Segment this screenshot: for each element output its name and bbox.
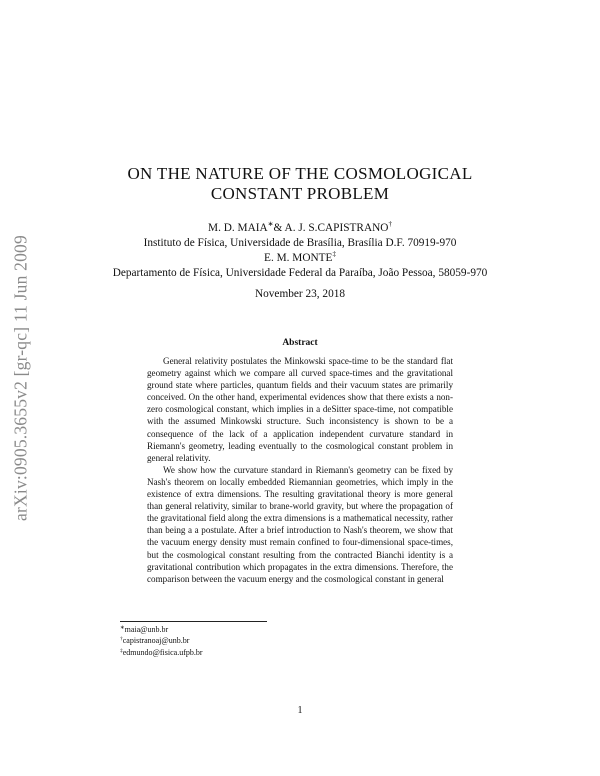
- paper-title: [120, 164, 480, 204]
- footnote-1-mark: ∗: [120, 625, 125, 631]
- footnote-divider: [120, 621, 267, 622]
- footnote-1-email[interactable]: maia@unb.br: [124, 625, 169, 634]
- author-line-2: [0, 251, 600, 266]
- footnote-2-email[interactable]: capistranoaj@unb.br: [122, 636, 190, 646]
- footnote-3: [120, 647, 420, 658]
- footnote-mark-monte: ‡: [332, 250, 336, 258]
- footnote-mark-capistrano: †: [388, 220, 392, 228]
- footnote-3-mark: ‡: [120, 647, 123, 654]
- footnote-2-mark: †: [120, 636, 123, 643]
- arxiv-identifier: arXiv:0905.3655v2 [gr-qc] 11 Jun 2009: [10, 235, 31, 521]
- arxiv-side-stamp: [0, 0, 40, 776]
- abstract-body: [147, 355, 453, 585]
- affiliation-paraiba: Departamento de Física, Universidade Federal da Paraíba, João Pessoa, 58059-970: [112, 267, 488, 279]
- paper-date: November 23, 2018: [254, 288, 346, 300]
- footnote-mark-maia: ∗: [267, 220, 274, 228]
- author-capistrano: & A. J. S.CAPISTRANO: [273, 222, 389, 234]
- abstract-heading: Abstract: [282, 338, 318, 348]
- author-line-1: [0, 221, 600, 236]
- footnote-3-email[interactable]: edmundo@fisica.ufpb.br: [122, 647, 203, 657]
- abstract-paragraph-1: General relativity postulates the Minkowski space-time to be the standard flat geometry against which we compare all curved space-times and the gravitational ground state where particles, quantum fields and their vacuum states are primarily conceived. On the other hand, experimental evidences show that there exists a non-zero cosmological constant, which implies in a deSitter space-time, not compatible with the assumed Minkowski structure. Such inconsistency is shown to be a consequence of the lack of a application independent curvature standard in Riemann's geometry, leading eventually to the cosmological constant problem in general relativity.: [147, 356, 453, 463]
- title-line-1: ON THE NATURE OF THE COSMOLOGICAL: [127, 164, 473, 183]
- affiliation-brasilia: Instituto de Física, Universidade de Brasília, Brasília D.F. 70919-970: [143, 237, 457, 249]
- author-maia: M. D. MAIA: [208, 222, 268, 234]
- footnote-1: [120, 624, 420, 635]
- abstract-paragraph-2: We show how the curvature standard in Riemann's geometry can be fixed by Nash's theorem on locally embedded Riemannian geometries, which imply in the existence of extra dimensions. The resulting gravitational theory is more general than general relativity, similar to brane-world gravity, but where the propagation of the gravitational field along the extra dimensions is a mathematical necessity, rather than being a a postulate. After a brief introduction to Nash's theorem, we show that the vacuum energy density must remain confined to four-dimensional space-times, but the cosmological constant resulting from the contracted Bianchi identity is a gravitational contribution which propagates in the extra dimensions. Therefore, the comparison between the vacuum energy and the cosmological constant in general: [147, 464, 453, 584]
- author-block: [0, 221, 600, 281]
- footnotes: [120, 624, 420, 658]
- page-number: 1: [297, 705, 303, 716]
- author-monte: E. M. MONTE: [264, 252, 333, 264]
- footnote-2: [120, 635, 420, 646]
- title-line-2: CONSTANT PROBLEM: [210, 184, 390, 203]
